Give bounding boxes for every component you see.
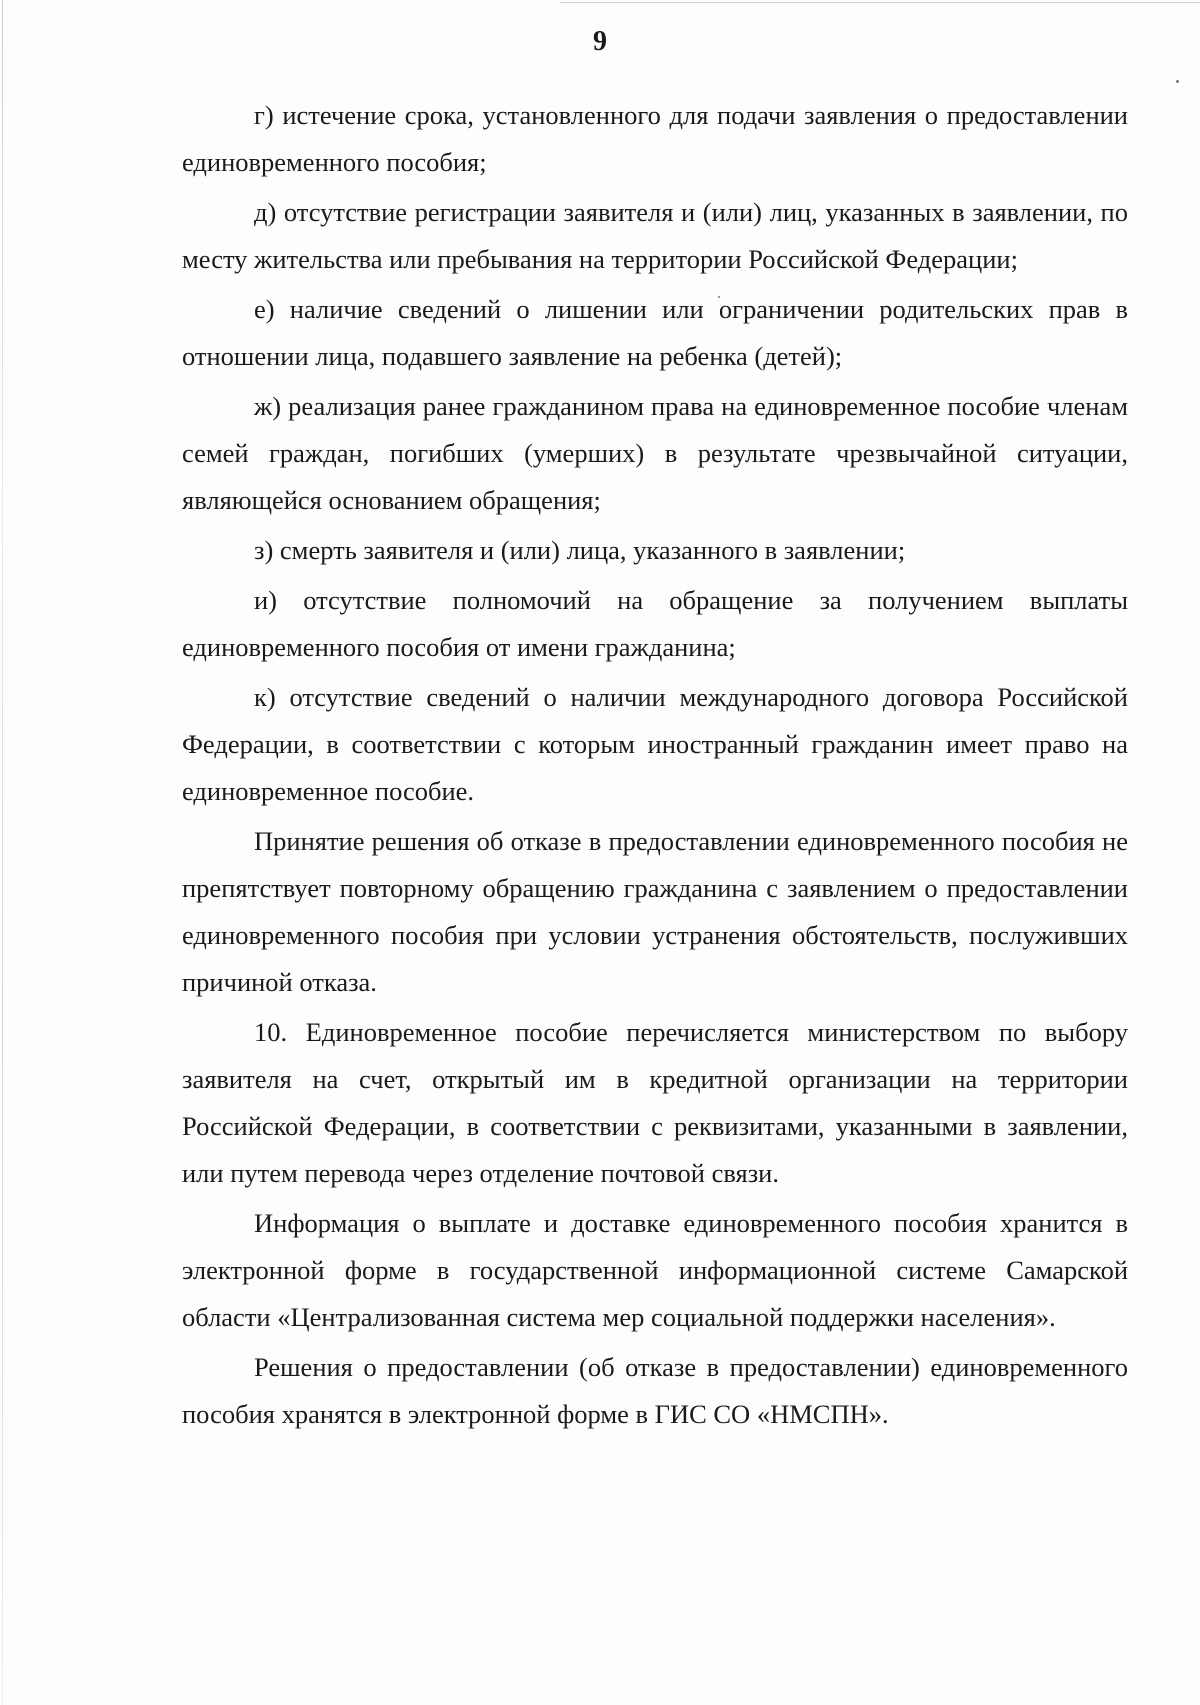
paragraph-section-10: 10. Единовременное пособие перечисляется министерством по выбору заявителя на счет, открытый им в кредитной организации на территории Российской Федерации, в соответствии с реквизитами, указанными в заявлении, или путем перевода через отделение почтовой связи. xyxy=(182,1017,1128,1188)
paragraph-item-k: к) отсутствие сведений о наличии международного договора Российской Федерации, в соответствии с которым иностранный гражданин имеет право на единовременное пособие. xyxy=(182,682,1128,806)
scan-edge-top xyxy=(560,2,1200,3)
paragraph-item-g: г) истечение срока, установленного для подачи заявления о предоставлении единовременного пособия; xyxy=(182,100,1128,177)
paragraph-item-e: е) наличие сведений о лишении или ограничении родительских прав в отношении лица, подавшего заявление на ребенка (детей); xyxy=(182,294,1128,371)
scan-speck xyxy=(1176,80,1179,83)
paragraph-refusal-note: Принятие решения об отказе в предоставлении единовременного пособия не препятствует повторному обращению гражданина с заявлением о предоставлении единовременного пособия при условии устранения обстоятельств, послуживших причиной отказа. xyxy=(182,826,1128,997)
paragraph-item-i: и) отсутствие полномочий на обращение за получением выплаты единовременного пособия от имени гражданина; xyxy=(182,585,1128,662)
paragraph-item-z: з) смерть заявителя и (или) лица, указанного в заявлении; xyxy=(254,535,906,565)
paragraph-item-zh: ж) реализация ранее гражданином права на единовременное пособие членам семей граждан, погибших (умерших) в результате чрезвычайной ситуации, являющейся основанием обращения; xyxy=(182,391,1128,515)
paragraph-decisions-storage: Решения о предоставлении (об отказе в предоставлении) единовременного пособия хранятся в электронной форме в ГИС СО «НМСПН». xyxy=(182,1352,1128,1429)
document-body xyxy=(182,92,1128,1441)
paragraph-info-storage: Информация о выплате и доставке единовременного пособия хранится в электронной форме в государственной информационной системе Самарской области «Централизованная система мер социальной поддержки населения». xyxy=(182,1208,1128,1332)
page-number: 9 xyxy=(593,26,607,57)
paragraph-item-d: д) отсутствие регистрации заявителя и (или) лиц, указанных в заявлении, по месту жительства или пребывания на территории Российской Федерации; xyxy=(182,197,1128,274)
scan-edge-left xyxy=(2,0,3,1705)
